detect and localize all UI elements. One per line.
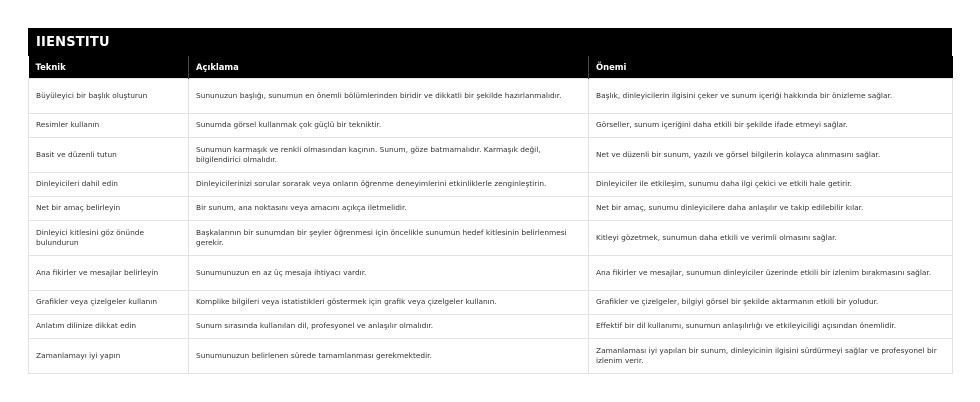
table-row [29, 291, 953, 315]
cell-technique: Grafikler veya çizelgeler kullanın [29, 291, 189, 315]
cell-description: Sunum sırasında kullanılan dil, profesyonel ve anlaşılır olmalıdır. [189, 315, 589, 339]
column-header-importance: Önemi [589, 56, 953, 79]
cell-importance: Net ve düzenli bir sunum, yazılı ve görsel bilgilerin kolayca alınmasını sağlar. [589, 138, 953, 173]
cell-technique: Dinleyici kitlesini göz önünde bulundurun [29, 221, 189, 256]
table-row [29, 256, 953, 291]
cell-importance: Effektif bir dil kullanımı, sunumun anlaşılırlığı ve etkileyiciliği açısından önemlidir. [589, 315, 953, 339]
cell-technique: Resimler kullanın [29, 114, 189, 138]
cell-importance: Başlık, dinleyicilerin ilgisini çeker ve sunum içeriği hakkında bir önizleme sağlar. [589, 79, 953, 114]
brand-title: IIENSTITU [36, 34, 110, 50]
cell-technique: Basit ve düzenli tutun [29, 138, 189, 173]
cell-importance: Zamanlaması iyi yapılan bir sunum, dinleyicinin ilgisini sürdürmeyi sağlar ve profesyonel bir izlenim verir. [589, 339, 953, 374]
table-row [29, 339, 953, 374]
cell-technique: Anlatım dilinize dikkat edin [29, 315, 189, 339]
cell-description: Dinleyicilerinizi sorular sorarak veya onların öğrenme deneyimlerini etkinliklerle zenginleştirin. [189, 173, 589, 197]
cell-description: Komplike bilgileri veya istatistikleri göstermek için grafik veya çizelgeler kullanın. [189, 291, 589, 315]
table-row [29, 315, 953, 339]
techniques-table [28, 56, 953, 374]
cell-description: Sunumunuzun belirlenen sürede tamamlanması gerekmektedir. [189, 339, 589, 374]
cell-technique: Zamanlamayı iyi yapın [29, 339, 189, 374]
table-row [29, 138, 953, 173]
column-header-technique: Teknik [29, 56, 189, 79]
cell-importance: Görseller, sunum içeriğini daha etkili bir şekilde ifade etmeyi sağlar. [589, 114, 953, 138]
table-row [29, 79, 953, 114]
cell-importance: Net bir amaç, sunumu dinleyicilere daha anlaşılır ve takip edilebilir kılar. [589, 197, 953, 221]
table-row [29, 173, 953, 197]
cell-description: Bir sunum, ana noktasını veya amacını açıkça iletmelidir. [189, 197, 589, 221]
table-row [29, 221, 953, 256]
cell-description: Sunumunuzun en az üç mesaja ihtiyacı vardır. [189, 256, 589, 291]
column-header-description: Açıklama [189, 56, 589, 79]
table-row [29, 114, 953, 138]
cell-importance: Kitleyi gözetmek, sunumun daha etkili ve verimli olmasını sağlar. [589, 221, 953, 256]
cell-description: Sunumun karmaşık ve renkli olmasından kaçının. Sunum, göze batmamalıdır. Karmaşık değil, bilgilendirici olmalıdır. [189, 138, 589, 173]
table-container [28, 28, 952, 374]
table-header-row [29, 56, 953, 79]
cell-description: Başkalarının bir sunumdan bir şeyler öğrenmesi için öncelikle sunumun hedef kitlesinin belirlenmesi gerekir. [189, 221, 589, 256]
cell-importance: Ana fikirler ve mesajlar, sunumun dinleyiciler üzerinde etkili bir izlenim bırakmasını sağlar. [589, 256, 953, 291]
cell-technique: Ana fikirler ve mesajlar belirleyin [29, 256, 189, 291]
table-row [29, 197, 953, 221]
cell-importance: Dinleyiciler ile etkileşim, sunumu daha ilgi çekici ve etkili hale getirir. [589, 173, 953, 197]
cell-importance: Grafikler ve çizelgeler, bilgiyi görsel bir şekilde aktarmanın etkili bir yoludur. [589, 291, 953, 315]
table-title-bar [28, 28, 952, 56]
cell-technique: Büyüleyici bir başlık oluşturun [29, 79, 189, 114]
cell-technique: Dinleyicileri dahil edin [29, 173, 189, 197]
cell-description: Sununuzun başlığı, sunumun en önemli bölümlerinden biridir ve dikkatli bir şekilde hazırlanmalıdır. [189, 79, 589, 114]
cell-technique: Net bir amaç belirleyin [29, 197, 189, 221]
cell-description: Sunumda görsel kullanmak çok güçlü bir tekniktir. [189, 114, 589, 138]
